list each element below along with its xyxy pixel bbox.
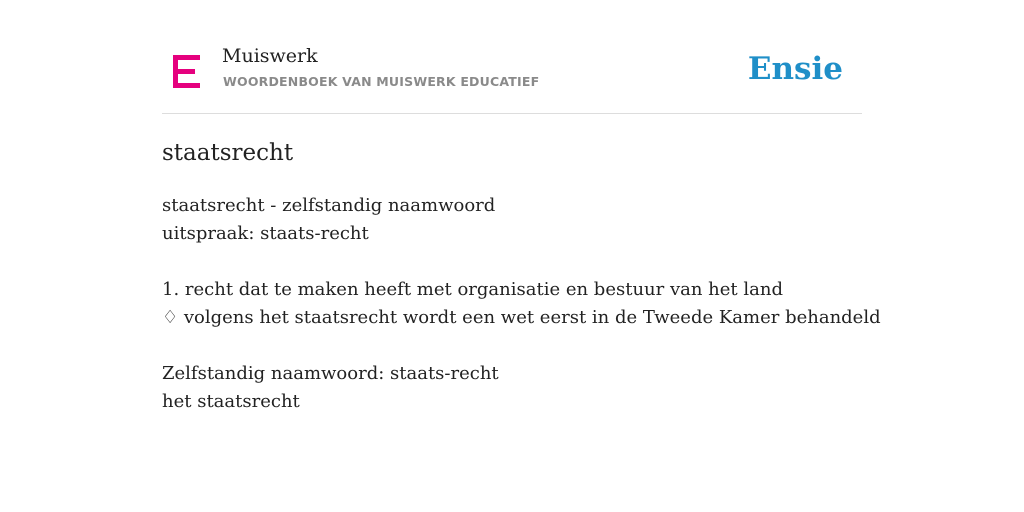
definition-line: 1. recht dat te maken heeft met organisatie en bestuur van het land bbox=[162, 279, 783, 300]
spacer bbox=[162, 248, 862, 276]
brand-name[interactable]: Muiswerk bbox=[222, 45, 318, 67]
muiswerk-logo-icon[interactable] bbox=[173, 55, 200, 88]
dictionary-entry bbox=[162, 138, 881, 416]
pronunciation-line: uitspraak: staats-recht bbox=[162, 223, 369, 244]
grammar-line: Zelfstandig naamwoord: staats-recht bbox=[162, 363, 499, 384]
word-type-line: staatsrecht - zelfstandig naamwoord bbox=[162, 195, 496, 216]
spacer bbox=[162, 332, 862, 360]
site-header bbox=[162, 40, 862, 114]
article-line: het staatsrecht bbox=[162, 391, 300, 412]
entry-title: staatsrecht bbox=[162, 140, 294, 166]
brand-subtitle: WOORDENBOEK VAN MUISWERK EDUCATIEF bbox=[223, 74, 540, 89]
ensie-logo[interactable]: Ensie bbox=[747, 51, 843, 87]
example-line: ♢ volgens het staatsrecht wordt een wet eerst in de Tweede Kamer behandeld bbox=[162, 307, 881, 328]
logo-bar-top bbox=[173, 55, 200, 60]
logo-bar-bottom bbox=[173, 83, 200, 88]
logo-bar-middle bbox=[173, 69, 195, 74]
